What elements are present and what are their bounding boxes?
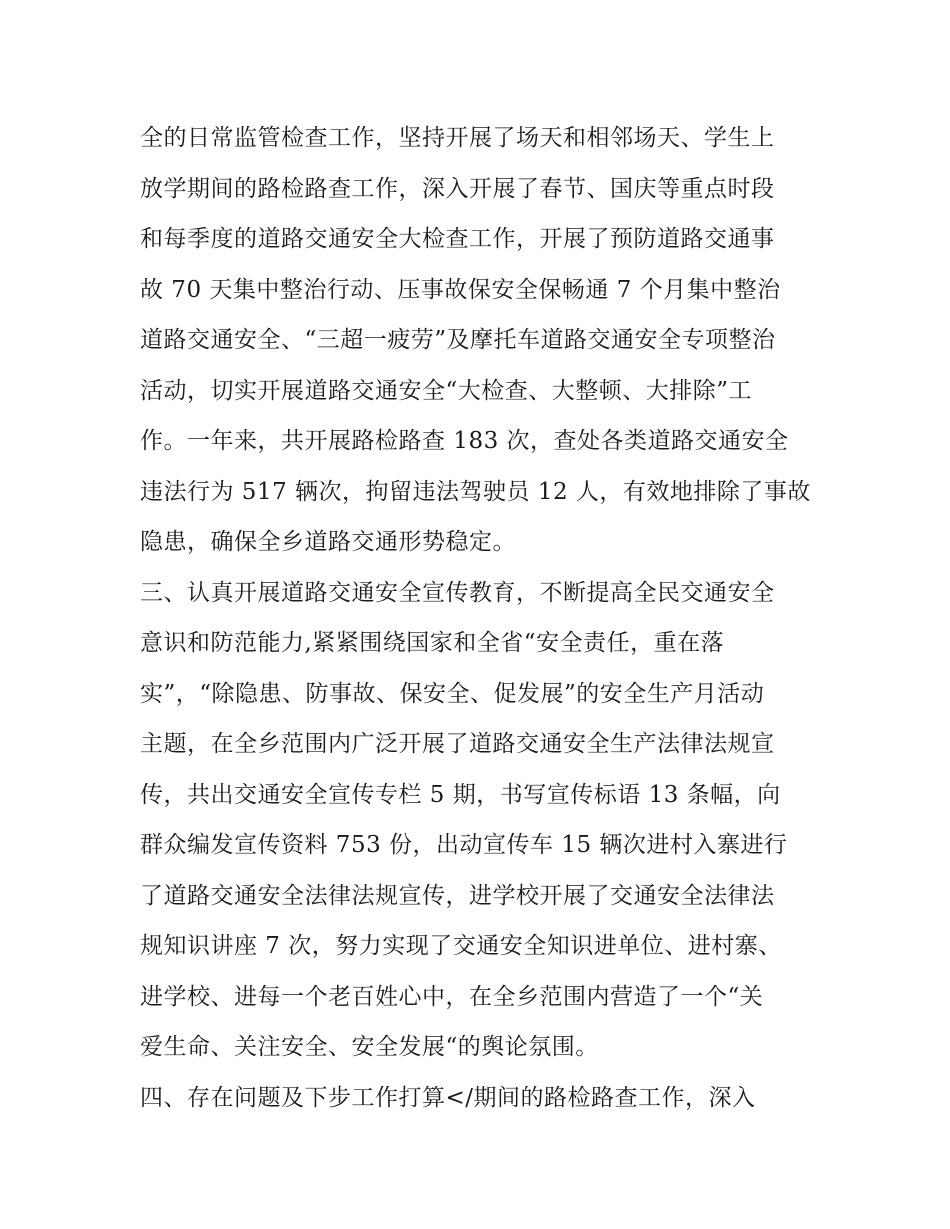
text-line: 活动，切实开展道路交通安全“大检查、大整顿、大排除”工 (140, 377, 753, 404)
text-line: 进学校、进每一个老百姓心中，在全乡范围内营造了一个“关 (140, 983, 764, 1010)
text-line: 传，共出交通安全宣传专栏 5 期，书写宣传标语 13 条幅，向 (140, 781, 781, 808)
text-line: 群众编发宣传资料 753 份，出动宣传车 15 辆次进村入寨进行 (140, 832, 788, 858)
text-line: 意识和防范能力,紧紧围绕国家和全省“安全责任，重在落 (140, 630, 725, 656)
text-line: 规知识讲座 7 次，努力实现了交通安全知识进单位、进村寨、 (140, 933, 782, 959)
section-heading-line: 三、认真开展道路交通安全宣传教育，不断提高全民交通安全 (140, 579, 775, 606)
text-line: 放学期间的路检路查工作，深入开展了春节、国庆等重点时段 (140, 175, 775, 202)
section-heading-line: 四、存在问题及下步工作打算</期间的路检路查工作，深入 (140, 1084, 756, 1111)
text-line: 主题，在全乡范围内广泛开展了道路交通安全生产法律法规宣 (140, 731, 775, 757)
text-line: 隐患，确保全乡道路交通形势稳定。 (140, 529, 516, 555)
text-line: 了道路交通安全法律法规宣传，进学校开展了交通安全法律法 (140, 882, 775, 909)
text-line: 违法行为 517 辆次，拘留违法驾驶员 12 人，有效地排除了事故 (140, 478, 811, 505)
text-line: 实”，“除隐患、防事故、保安全、促发展”的安全生产月活动 (140, 680, 765, 707)
text-line: 和每季度的道路交通安全大检查工作，开展了预防道路交通事 (140, 226, 775, 252)
text-line: 道路交通安全、“三超一疲劳”及摩托车道路交通安全专项整治 (140, 327, 776, 353)
document-body (140, 113, 820, 1123)
text-line: 全的日常监管检查工作，坚持开展了场天和相邻场天、学生上 (140, 125, 775, 151)
text-line: 爱生命、关注安全、安全发展“的舆论氛围。 (140, 1034, 599, 1060)
text-line: 作。一年来，共开展路检路查 183 次，查处各类道路交通安全 (140, 428, 789, 454)
text-line: 故 70 天集中整治行动、压事故保安全保畅通 7 个月集中整治 (140, 276, 781, 303)
